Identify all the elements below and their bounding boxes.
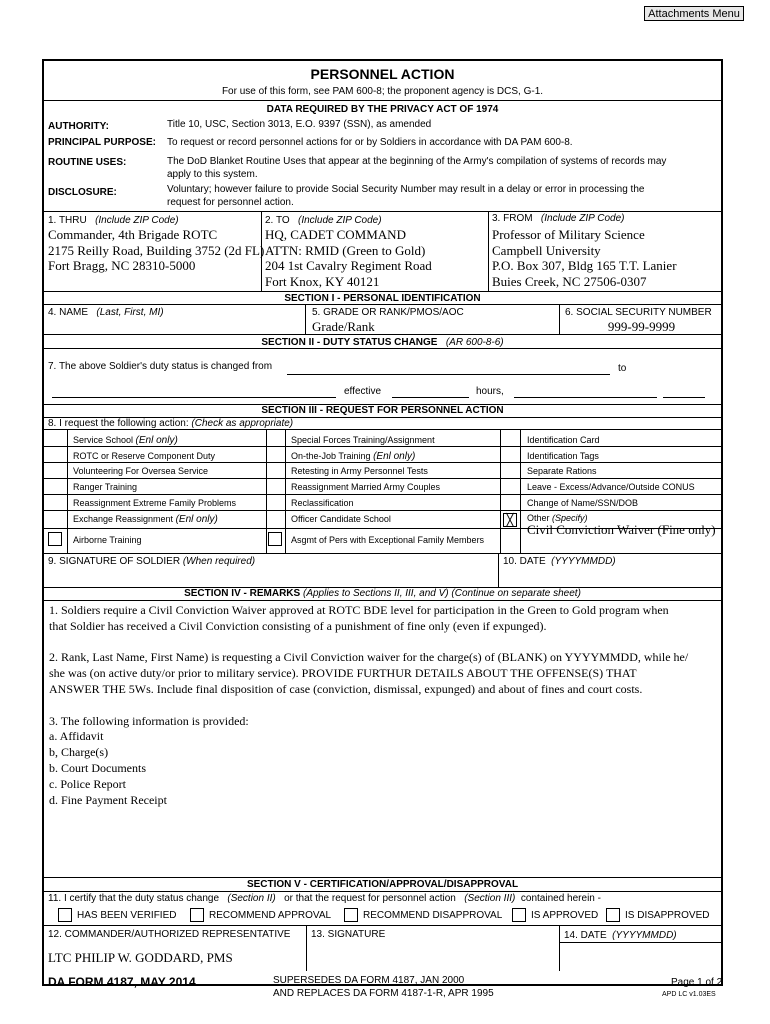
thru-line: 2175 Reilly Road, Building 3752 (2d FL) — [48, 242, 265, 258]
privacy-heading: DATA REQUIRED BY THE PRIVACY ACT OF 1974 — [266, 104, 499, 115]
version-tag: APD LC v1.03ES — [662, 991, 716, 998]
remarks-line: ANSWER THE 5Ws. Include final disposition of case (conviction, dismissal, expunged) and about of fines and court costs. — [49, 681, 643, 696]
purpose-label: PRINCIPAL PURPOSE: — [48, 137, 156, 148]
option-airborne-training[interactable]: Airborne Training — [73, 535, 142, 545]
routine-text-1: The DoD Blanket Routine Uses that appear at the beginning of the Army's compilation of systems of records may — [167, 156, 667, 167]
supersedes-line-2: AND REPLACES DA FORM 4187-1-R, APR 1995 — [273, 988, 494, 999]
routine-label: ROUTINE USES: — [48, 157, 127, 168]
disclosure-label: DISCLOSURE: — [48, 187, 117, 198]
item8-text: 8. I request the following action: (Check as appropriate) — [48, 418, 294, 429]
option-service-school[interactable]: Service School (Enl only) — [73, 435, 178, 446]
option-efmp[interactable]: Asgmt of Pers with Exceptional Family Members — [291, 535, 485, 545]
status-from-field[interactable] — [287, 374, 610, 375]
checkbox-is-disapproved[interactable] — [606, 908, 620, 922]
other-specify-field[interactable]: Civil Conviction Waiver (Fine only) — [527, 522, 716, 537]
option-name-change[interactable]: Change of Name/SSN/DOB — [527, 498, 639, 508]
option-retesting[interactable]: Retesting in Army Personnel Tests — [291, 466, 428, 476]
supersedes-line-1: SUPERSEDES DA FORM 4187, JAN 2000 — [273, 975, 465, 986]
soldier-date-label: 10. DATE (YYYYMMDD) — [503, 556, 616, 567]
from-line: Professor of Military Science — [492, 227, 645, 242]
soldier-signature-label: 9. SIGNATURE OF SOLDIER (When required) — [48, 556, 256, 567]
from-line: P.O. Box 307, Bldg 165 T.T. Lanier — [492, 258, 677, 273]
authority-label: AUTHORITY: — [48, 121, 109, 132]
grade-field[interactable]: Grade/Rank — [312, 319, 375, 334]
option-ranger-training[interactable]: Ranger Training — [73, 482, 138, 492]
name-label-line: 4. NAME (Last, First, MI) — [48, 307, 164, 318]
purpose-text: To request or record personnel actions for or by Soldiers in accordance with DA PAM 600-8. — [167, 137, 573, 148]
remarks-line — [49, 698, 688, 714]
remarks-line: 3. The following information is provided: — [49, 713, 249, 728]
thru-line: Commander, 4th Brigade ROTC — [48, 227, 218, 242]
name-field[interactable] — [48, 318, 300, 332]
remarks-line — [49, 635, 688, 651]
to-word: to — [618, 363, 627, 374]
option-rotc-reserve[interactable]: ROTC or Reserve Component Duty — [73, 451, 216, 461]
to-line: ATTN: RMID (Green to Gold) — [265, 242, 426, 258]
thru-address[interactable] — [48, 227, 264, 274]
from-line: Campbell University — [492, 242, 601, 258]
section5-heading: SECTION V - CERTIFICATION/APPROVAL/DISAPPROVAL — [246, 879, 519, 890]
checkbox-airborne[interactable] — [48, 532, 62, 546]
soldier-date-field[interactable] — [503, 568, 718, 585]
option-ojt[interactable]: On-the-Job Training (Enl only) — [291, 451, 416, 462]
item11-text: 11. I certify that the duty status change (Section II) or that the request for personnel action (Section III) contained herein - — [48, 893, 601, 904]
to-label-line: 2. TO (Include ZIP Code) — [265, 215, 382, 226]
option-id-tags[interactable]: Identification Tags — [527, 451, 599, 461]
section2-heading: SECTION II - DUTY STATUS CHANGE (AR 600-8-6) — [261, 337, 504, 348]
section4-heading: SECTION IV - REMARKS (Applies to Sections II, III, and V) (Continue on separate sheet) — [184, 588, 581, 599]
hours-word: hours, — [476, 386, 504, 397]
from-address[interactable] — [492, 227, 677, 289]
remarks-line: b, Charge(s) — [49, 745, 109, 760]
option-exchange-reassignment[interactable]: Exchange Reassignment (Enl only) — [73, 514, 218, 525]
option-leave[interactable]: Leave - Excess/Advance/Outside CONUS — [527, 482, 695, 492]
item7-text: 7. The above Soldier's duty status is changed from — [48, 361, 273, 372]
section1-heading: SECTION I - PERSONAL IDENTIFICATION — [284, 293, 481, 304]
disclosure-text-2: request for personnel action. — [167, 197, 294, 208]
checkbox-is-approved[interactable] — [512, 908, 526, 922]
checkbox-efmp[interactable] — [268, 532, 282, 546]
thru-label-line: 1. THRU (Include ZIP Code) — [48, 215, 179, 226]
soldier-signature-field[interactable] — [48, 568, 493, 585]
thru-line: Fort Bragg, NC 28310-5000 — [48, 258, 196, 273]
option-reclassification[interactable]: Reclassification — [291, 498, 354, 508]
to-line: 204 1st Cavalry Regiment Road — [265, 258, 432, 273]
checkbox-recommend-disapproval[interactable] — [344, 908, 358, 922]
approval-date-field[interactable] — [564, 946, 716, 968]
option-id-card[interactable]: Identification Card — [527, 435, 600, 445]
remarks-line: d. Fine Payment Receipt — [49, 792, 167, 807]
to-line: HQ, CADET COMMAND — [265, 227, 406, 242]
remarks-line: c. Police Report — [49, 776, 126, 791]
form-title: PERSONNEL ACTION — [310, 66, 455, 82]
option-oversea-service[interactable]: Volunteering For Oversea Service — [73, 466, 209, 476]
option-recommend-disapproval[interactable]: RECOMMEND DISAPPROVAL — [363, 910, 503, 921]
remarks-field[interactable] — [49, 603, 688, 808]
option-is-disapproved[interactable]: IS DISAPPROVED — [625, 910, 710, 921]
section3-heading: SECTION III - REQUEST FOR PERSONNEL ACTION — [261, 405, 504, 416]
status-to-field[interactable] — [52, 397, 336, 398]
hours-field-b[interactable] — [663, 397, 705, 398]
routine-text-2: apply to this system. — [167, 169, 258, 180]
option-has-been-verified[interactable]: HAS BEEN VERIFIED — [77, 910, 177, 921]
checkbox-other[interactable]: ╳ — [503, 513, 517, 527]
to-address[interactable] — [265, 227, 432, 289]
remarks-line: 1. Soldiers require a Civil Conviction Waiver approved at ROTC BDE level for participation in the Green to Gold program when — [49, 603, 669, 617]
ssn-field[interactable]: 999-99-9999 — [607, 319, 676, 334]
effective-word: effective — [344, 386, 382, 397]
form-subtitle: For use of this form, see PAM 600-8; the proponent agency is DCS, G-1. — [221, 86, 544, 97]
option-recommend-approval[interactable]: RECOMMEND APPROVAL — [209, 910, 332, 921]
ssn-label: 6. SOCIAL SECURITY NUMBER — [565, 307, 712, 318]
approval-date-label: 14. DATE (YYYYMMDD) — [564, 930, 677, 941]
remarks-line: that Soldier has received a Civil Conviction consisting of a punishment of fine only (even if expunged). — [49, 618, 547, 633]
from-label-line: 3. FROM (Include ZIP Code) — [492, 213, 625, 224]
remarks-line: she was (on active duty/or prior to military service). PROVIDE FURTHUR DETAILS ABOUT THE OFFENSE(S) THAT — [49, 666, 637, 681]
signature-label: 13. SIGNATURE — [311, 929, 386, 940]
remarks-line: a. Affidavit — [49, 729, 104, 744]
option-special-forces[interactable]: Special Forces Training/Assignment — [291, 435, 435, 445]
from-line: Buies Creek, NC 27506-0307 — [492, 273, 647, 289]
option-is-approved[interactable]: IS APPROVED — [531, 910, 599, 921]
authority-text: Title 10, USC, Section 3013, E.O. 9397 (SSN), as amended — [167, 119, 432, 130]
disclosure-text-1: Voluntary; however failure to provide Social Security Number may result in a delay or error in processing the — [167, 184, 645, 195]
grade-label: 5. GRADE OR RANK/PMOS/AOC — [312, 307, 464, 318]
effective-date-field[interactable] — [392, 397, 469, 398]
to-line: Fort Knox, KY 40121 — [265, 273, 380, 289]
commander-field[interactable]: LTC PHILIP W. GODDARD, PMS — [48, 950, 233, 965]
option-separate-rations[interactable]: Separate Rations — [527, 466, 597, 476]
remarks-line: 2. Rank, Last Name, First Name) is requesting a Civil Conviction waiver for the charge(s) of (BLANK) on YYYYMMDD, while he/ — [49, 650, 689, 665]
signature-field[interactable] — [311, 944, 554, 968]
attachments-menu-button[interactable]: Attachments Menu — [644, 6, 744, 21]
hours-field-a[interactable] — [514, 397, 657, 398]
option-married-couples[interactable]: Reassignment Married Army Couples — [291, 482, 441, 492]
commander-label: 12. COMMANDER/AUTHORIZED REPRESENTATIVE — [48, 929, 291, 940]
checkbox-has-been-verified[interactable] — [58, 908, 72, 922]
option-reassign-family-problems[interactable]: Reassignment Extreme Family Problems — [73, 498, 237, 508]
remarks-line: b. Court Documents — [49, 760, 146, 775]
form-id: DA FORM 4187, MAY 2014 — [48, 975, 196, 989]
option-other[interactable]: Other (Specify) — [527, 513, 588, 523]
page-number: Page 1 of 2 — [671, 977, 723, 988]
option-ocs[interactable]: Officer Candidate School — [291, 514, 391, 524]
checkbox-recommend-approval[interactable] — [190, 908, 204, 922]
